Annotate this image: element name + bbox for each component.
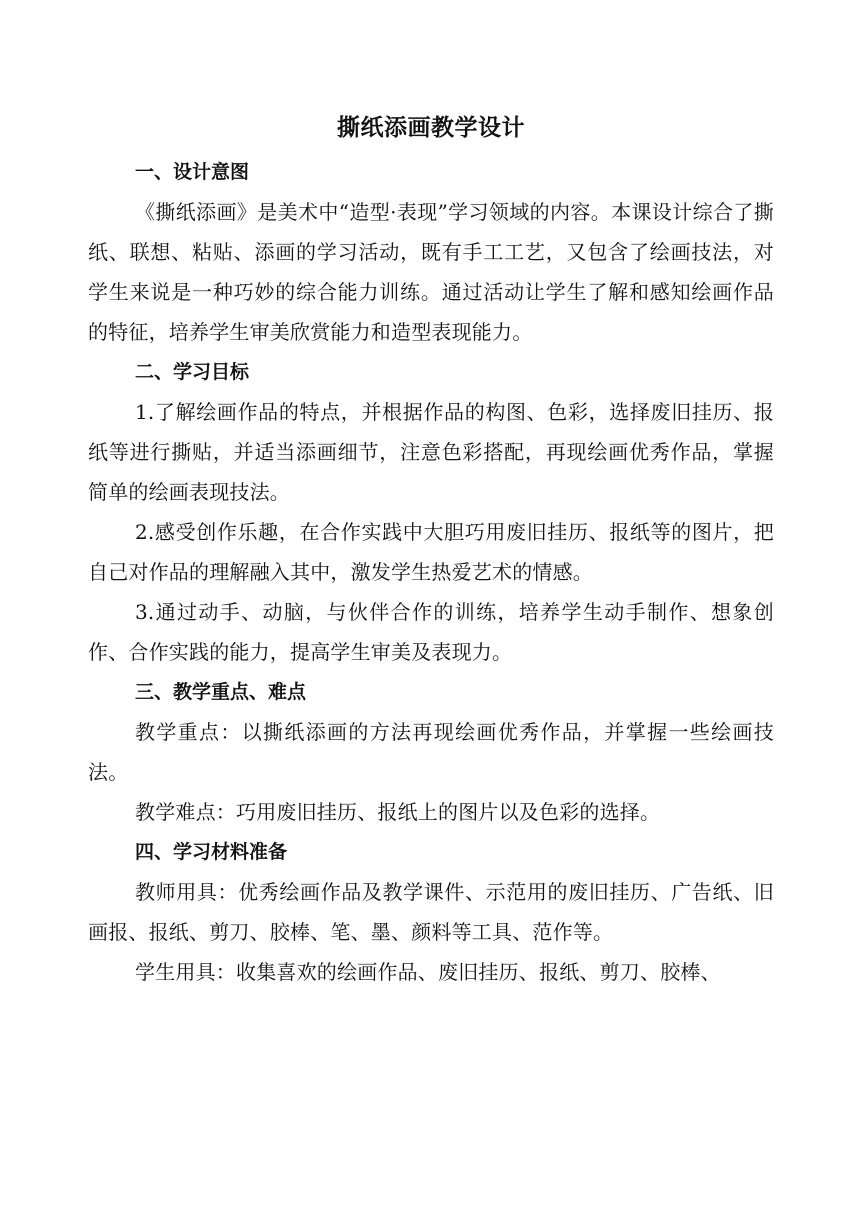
section-paragraph: 《撕纸添画》是美术中“造型·表现”学习领域的内容。本课设计综合了撕纸、联想、粘贴、添画的学习活动，既有手工工艺，又包含了绘画技法，对学生来说是一种巧妙的综合能力训练。通过活动让学生了解和感知绘画作品的特征，培养学生审美欣赏能力和造型表现能力。 bbox=[88, 200, 774, 344]
section-materials bbox=[88, 832, 774, 992]
teacher-materials-paragraph: 教师用具：优秀绘画作品及教学课件、示范用的废旧挂历、广告纸、旧画报、报纸、剪刀、胶棒、笔、墨、颜料等工具、范作等。 bbox=[88, 880, 774, 944]
section-heading: 一、设计意图 bbox=[135, 161, 250, 183]
document-title: 撕纸添画教学设计 bbox=[337, 115, 525, 141]
section-learning-goals bbox=[88, 352, 774, 672]
document-body bbox=[88, 108, 774, 992]
goal-paragraph-1: 1.了解绘画作品的特点，并根据作品的构图、色彩，选择废旧挂历、报纸等进行撕贴，并适当添画细节，注意色彩搭配，再现绘画优秀作品，掌握简单的绘画表现技法。 bbox=[88, 400, 774, 504]
section-heading: 二、学习目标 bbox=[135, 361, 250, 383]
key-point-paragraph: 教学重点：以撕纸添画的方法再现绘画优秀作品，并掌握一些绘画技法。 bbox=[88, 720, 774, 784]
section-design-intent bbox=[88, 152, 774, 352]
goal-paragraph-3: 3.通过动手、动脑，与伙伴合作的训练，培养学生动手制作、想象创作、合作实践的能力，提高学生审美及表现力。 bbox=[88, 600, 774, 664]
section-key-points bbox=[88, 672, 774, 832]
difficulty-paragraph: 教学难点：巧用废旧挂历、报纸上的图片以及色彩的选择。 bbox=[135, 800, 661, 824]
student-materials-paragraph: 学生用具：收集喜欢的绘画作品、废旧挂历、报纸、剪刀、胶棒、 bbox=[135, 960, 721, 984]
section-heading: 四、学习材料准备 bbox=[135, 841, 288, 863]
section-heading: 三、教学重点、难点 bbox=[135, 681, 307, 703]
goal-paragraph-2: 2.感受创作乐趣，在合作实践中大胆巧用废旧挂历、报纸等的图片，把自己对作品的理解融入其中，激发学生热爱艺术的情感。 bbox=[88, 520, 774, 584]
